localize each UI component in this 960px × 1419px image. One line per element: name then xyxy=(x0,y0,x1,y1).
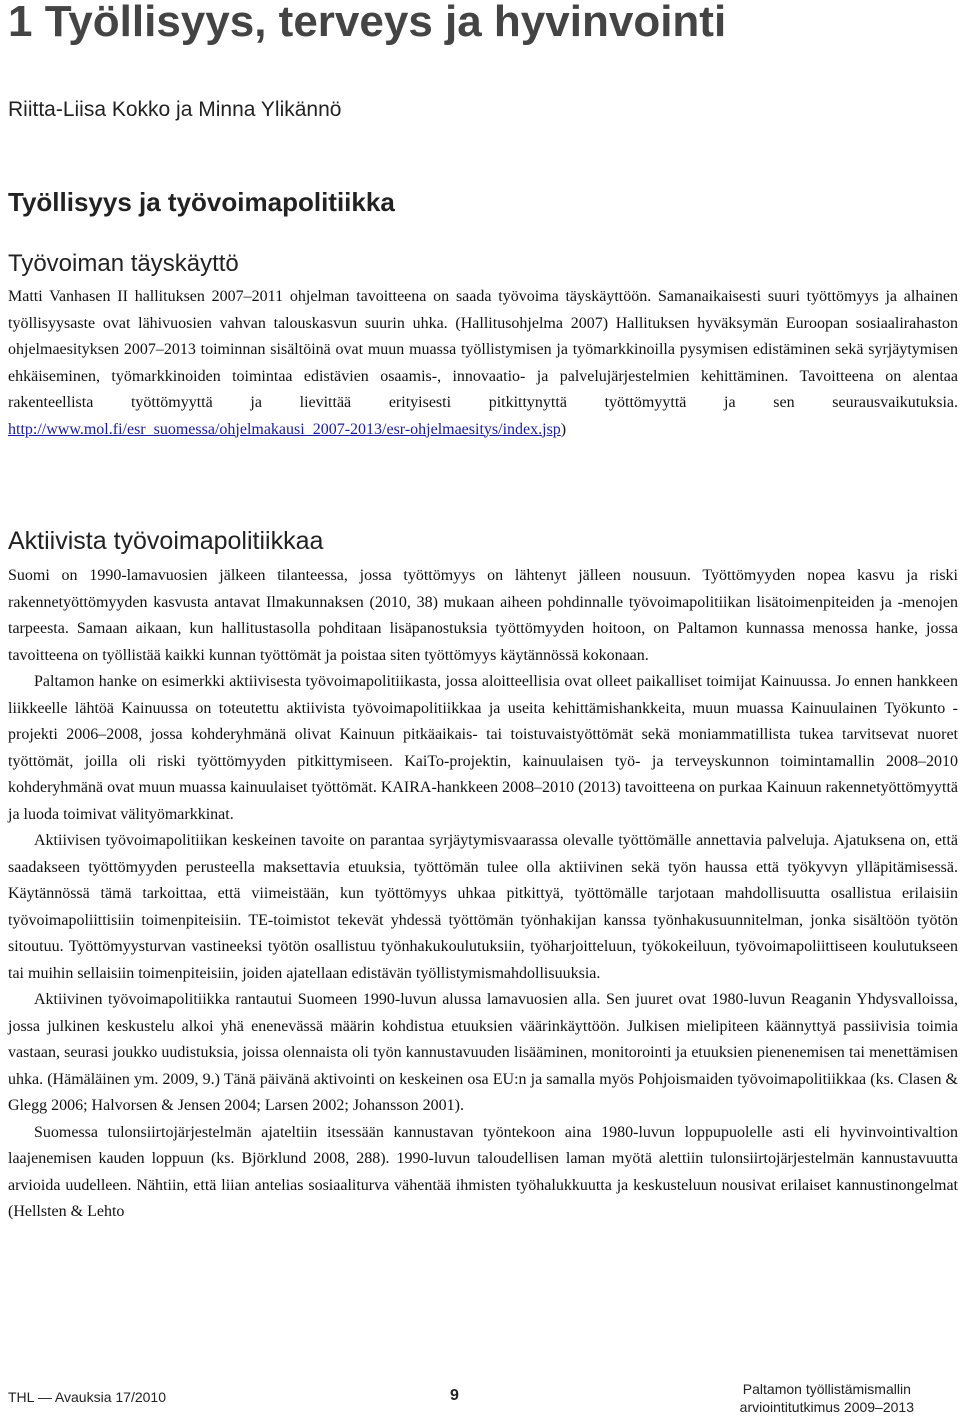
paragraph-employment xyxy=(8,284,958,443)
page-footer xyxy=(8,1380,958,1416)
section-heading-active: Aktiivista työvoimapolitiikkaa xyxy=(8,527,324,555)
paragraph-employment-text: Matti Vanhasen II hallituksen 2007–2011 ohjelman tavoitteena on saada työvoima täyskäyttöön. Samanaikaisesti suuri työttömyys ja alhainen työllisyysaste ovat lähivuosien vahvan talouskasvun suurin uhka. (Hallitusohjelma 2007) Hallituksen hyväksymän Euroopan sosiaalirahaston ohjelmaesityksen 2007–2013 toiminnan sisältöinä ovat muun muassa työllistymisen ja työmarkkinoilla pysymisen edistäminen sekä syrjäytymisen ehkäiseminen, työmarkkinoiden toimintaa edistävien osaamis-, innovaatio- ja palvelujärjestelmien kehittäminen. Tavoitteena on alentaa rakenteellista työttömyyttä ja lievittää erityisesti pitkittynyttä työttömyyttä ja sen seurausvaikutuksia. xyxy=(8,288,958,411)
chapter-title: 1 Työllisyys, terveys ja hyvinvointi xyxy=(8,0,727,46)
paragraph-active-1: Suomi on 1990-lamavuosien jälkeen tilanteessa, jossa työttömyys on lähtenyt jälleen nousuun. Työttömyyden nopea kasvu ja riski rakennetyöttömyyden kasvusta antavat Ilmakunnaksen (2010, 38) mukaan aiheen pohdinnalle työvoimapolitiikan lisätoimenpiteiden ja -menojen tarpeesta. Samaan aikaan, kun hallitustasolla pohditaan lisäpanostuksia työttömyyden hoitoon, on Paltamon kunnassa menossa hanke, jossa tavoitteena on työllistää kaikki kunnan työttömät ja poistaa siten työttömyys käytännössä kokonaan. xyxy=(8,567,958,664)
paragraph-active-5: Suomessa tulonsiirtojärjestelmän ajateltiin itsessään kannustavan työntekoon aina 1980-luvun loppupuolelle asti eli hyvinvointivaltion laajenemisen kauden loppuun (ks. Björklund 2008, 288). 1990-luvun taloudellisen laman myötä alettiin tulonsiirtojärjestelmän kannustavuutta arvioida uudelleen. Nähtiin, että liian antelias sosiaaliturva vähentää ihmisten työhalukkuutta ja keskusteluun nousivat erilaiset kannustinongelmat (Hellsten & Lehto xyxy=(8,1123,958,1220)
footer-publication: THL — Avauksia 17/2010 xyxy=(8,1389,166,1405)
page-number: 9 xyxy=(450,1387,459,1404)
footer-running-title-line1: Paltamon työllistämismallin xyxy=(742,1381,911,1397)
subheading-full-employment: Työvoiman täyskäyttö xyxy=(8,250,239,277)
section-active-body xyxy=(8,563,958,1226)
paragraph-active-4: Aktiivinen työvoimapolitiikka rantautui Suomeen 1990-luvun alussa lamavuosien alla. Sen juuret ovat 1980-luvun Reaganin Yhdysvalloissa, jossa julkinen keskustelu alkoi yhä enenevässä määrin kohdistua etuuksien väärinkäyttöön. Julkisen mielipiteen käännyttyä passiivisia toimia vastaan, seurasi joukko uudistuksia, joissa olennaista oli työn kannustavuuden lisääminen, monitorointi ja etuuksien pienenemisen tai menettämisen uhka. (Hämäläinen ym. 2009, 9.) Tänä päivänä aktivointi on keskeinen osa EU:n ja samalla myös Pohjoismaiden työvoimapolitiikkaa (ks. Clasen & Glegg 2006; Halvorsen & Jensen 2004; Larsen 2002; Johansson 2001). xyxy=(8,991,958,1114)
paragraph-active-2: Paltamon hanke on esimerkki aktiivisesta työvoimapolitiikasta, jossa aloitteellisia ovat olleet paikalliset toimijat Kainuussa. Jo ennen hankkeen liikkeelle lähtöä Kainuussa on toteutettu aktiivista työvoimapolitiikkaa ja useita kehittämishankkeita, muun muassa Kainuulainen Työkunto -projekti 2006–2008, jossa kohderyhmänä olivat Kainuun pitkäaikais- tai toistuvaistyöttömät sekä moniammatillista tukea tarvitsevat nuoret työttömät, joilla oli riski työttömyyden pitkittymiseen. KaiTo-projektin, kainuulaisen työ- ja terveyskunnon toimintamallin 2008–2010 kohderyhmänä ovat muun muassa kainuulaiset työttömät. KAIRA-hankkeen 2008–2010 (2013) tavoitteena on purkaa Kainuun rakennetyöttömyyttä ja luoda toimivat välityömarkkinat. xyxy=(8,673,958,823)
footer-running-title xyxy=(740,1380,914,1416)
section-heading-employment: Työllisyys ja työvoimapolitiikka xyxy=(8,187,395,217)
authors: Riitta-Liisa Kokko ja Minna Ylikännö xyxy=(8,98,342,121)
esr-link[interactable]: http://www.mol.fi/esr_suomessa/ohjelmakausi_2007-2013/esr-ohjelmaesitys/index.jsp xyxy=(8,420,561,438)
footer-running-title-line2: arviointitutkimus 2009–2013 xyxy=(739,1399,914,1415)
paragraph-closing: ) xyxy=(560,420,567,438)
section-employment-body xyxy=(8,284,958,443)
paragraph-active-3: Aktiivisen työvoimapolitiikan keskeinen tavoite on parantaa syrjäytymisvaarassa olevalle työttömälle annettavia palveluja. Ajatuksena on, että saadakseen työttömyyden perusteella maksettavia etuuksia, työttömän tulee olla aktiivinen sekä työn haussa että työkyvyn ylläpitämisessä. Käytännössä tämä tarkoittaa, että viimeistään, kun työttömyys uhkaa pitkittyä, työttömälle tarjotaan mahdollisuutta osallistua erilaisiin työvoimapoliittisiin toimenpiteisiin. TE-toimistot tekevät yhdessä työttömän työnhakijan kanssa työnhakusuunnitelman, jonka sisältöön työtön sitoutuu. Työttömyysturvan vastineeksi työtön osallistuu työnhakukoulutuksiin, työharjoitteluun, työkokeiluun, työvoimapoliittiseen koulutukseen tai muihin sellaisiin toimenpiteisiin, joiden ajatellaan edistävän työllistymismahdollisuuksia. xyxy=(8,832,958,982)
